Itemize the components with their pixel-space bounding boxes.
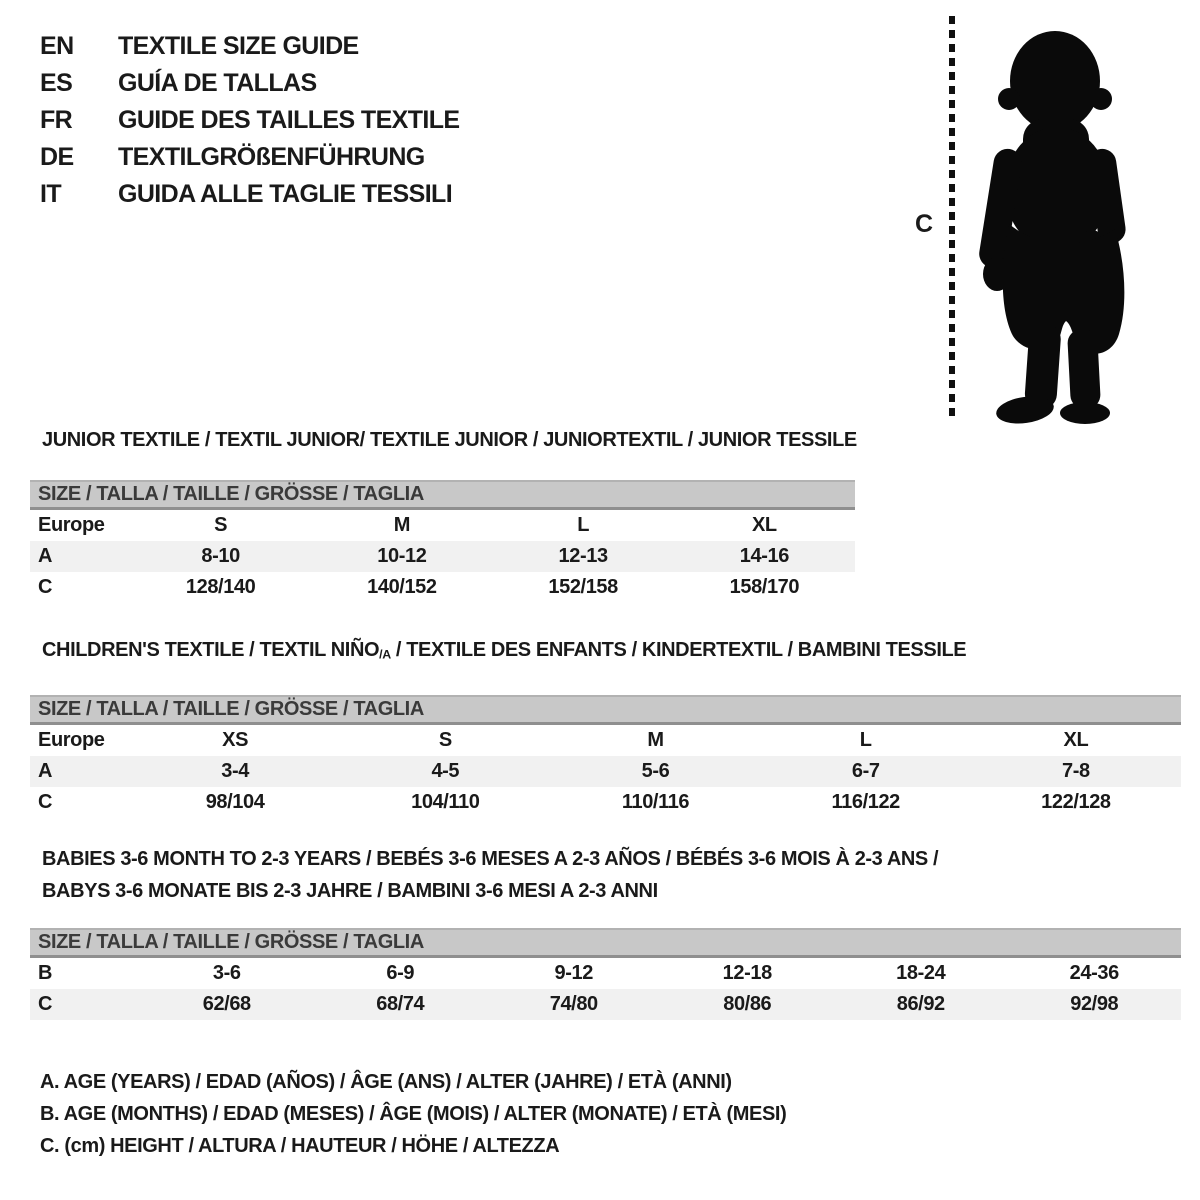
- table-cell: 116/122: [831, 790, 900, 813]
- table-cell: 140/152: [367, 576, 437, 598]
- table-cell: 104/110: [411, 790, 480, 813]
- table-cell: M: [647, 728, 664, 751]
- table-row: [30, 756, 1181, 787]
- table-cell: L: [859, 728, 872, 751]
- lang-code: FR: [40, 106, 73, 134]
- table-cell: 3-6: [212, 962, 241, 984]
- lang-row-de: [40, 139, 460, 176]
- row-label: C: [38, 576, 53, 598]
- lang-code: EN: [40, 32, 74, 60]
- lang-title: GUIDA ALLE TAGLIE TESSILI: [118, 180, 453, 208]
- lang-title: TEXTILE SIZE GUIDE: [118, 32, 359, 60]
- row-label: A: [38, 545, 53, 567]
- lang-row-fr: [40, 102, 460, 139]
- table-cell: 110/116: [621, 790, 690, 813]
- table-cell: 74/80: [549, 993, 598, 1015]
- table-row: [30, 510, 855, 541]
- measurement-figure: [905, 12, 1160, 427]
- row-label: Europe: [38, 728, 105, 751]
- lang-title: GUÍA DE TALLAS: [118, 69, 317, 97]
- table-cell: 122/128: [1041, 790, 1111, 813]
- lang-row-it: [40, 176, 460, 213]
- lang-code: ES: [40, 69, 73, 97]
- table-cell: S: [214, 514, 228, 536]
- legend-line-a: A. AGE (YEARS) / EDAD (AÑOS) / ÂGE (ANS) / ALTER (JAHRE) / ETÀ (ANNI): [40, 1071, 732, 1093]
- table-row: [30, 725, 1181, 756]
- title-text: / TEXTILE DES ENFANTS / KINDERTEXTIL / BAMBINI TESSILE: [390, 639, 967, 661]
- table-cell: 62/68: [202, 993, 251, 1015]
- row-label: B: [38, 962, 53, 984]
- table-cell: XL: [1063, 728, 1089, 751]
- title-text: CHILDREN'S TEXTILE / TEXTIL NIÑO: [42, 639, 380, 661]
- table-cell: M: [393, 514, 410, 536]
- table-cell: 5-6: [641, 759, 670, 782]
- table-cell: 9-12: [554, 962, 593, 984]
- children-textile-section: [30, 638, 1181, 818]
- lang-row-es: [40, 65, 460, 102]
- table-cell: 6-7: [851, 759, 880, 782]
- table-cell: 8-10: [201, 545, 240, 567]
- legend-line-c: C. (cm) HEIGHT / ALTURA / HAUTEUR / HÖHE / ALTEZZA: [40, 1135, 560, 1157]
- row-label: Europe: [38, 514, 105, 536]
- lang-code: DE: [40, 143, 74, 171]
- babies-textile-section: [30, 843, 1181, 1020]
- legend-line-b: B. AGE (MONTHS) / EDAD (MESES) / ÂGE (MOIS) / ALTER (MONATE) / ETÀ (MESI): [40, 1103, 787, 1125]
- table-row: [30, 787, 1181, 818]
- table-cell: 12-13: [558, 545, 608, 567]
- height-measure-label: C: [915, 210, 934, 238]
- section-title-line2: BABYS 3-6 MONATE BIS 2-3 JAHRE / BAMBINI 3-6 MESI A 2-3 ANNI: [42, 880, 658, 902]
- row-label: C: [38, 993, 53, 1015]
- table-cell: 4-5: [431, 759, 460, 782]
- table-cell: XS: [222, 728, 249, 751]
- table-row: [30, 958, 1181, 989]
- table-row: [30, 572, 855, 603]
- lang-title: TEXTILGRÖßENFÜHRUNG: [118, 143, 425, 171]
- table-cell: 3-4: [221, 759, 249, 782]
- size-header-bar: SIZE / TALLA / TAILLE / GRÖSSE / TAGLIA: [30, 695, 1181, 725]
- table-cell: 68/74: [376, 993, 425, 1015]
- title-subscript: /A: [379, 647, 391, 662]
- lang-code: IT: [40, 180, 62, 208]
- table-cell: XL: [751, 514, 777, 536]
- junior-textile-section: [30, 428, 855, 603]
- table-cell: 152/158: [548, 576, 618, 598]
- toddler-silhouette-icon: [965, 24, 1143, 424]
- table-cell: 18-24: [896, 962, 946, 984]
- row-label: C: [38, 790, 53, 813]
- size-header-bar: SIZE / TALLA / TAILLE / GRÖSSE / TAGLIA: [30, 928, 1181, 958]
- table-cell: 12-18: [722, 962, 772, 984]
- table-cell: 86/92: [896, 993, 945, 1015]
- section-title-line1: BABIES 3-6 MONTH TO 2-3 YEARS / BEBÉS 3-6 MESES A 2-3 AÑOS / BÉBÉS 3-6 MOIS À 2-3 ANS /: [42, 848, 939, 870]
- section-title: [42, 638, 1181, 667]
- size-header-bar: SIZE / TALLA / TAILLE / GRÖSSE / TAGLIA: [30, 480, 855, 510]
- table-cell: 7-8: [1062, 759, 1090, 782]
- language-title-block: [40, 28, 460, 213]
- height-measure-line: [949, 16, 955, 418]
- table-cell: 80/86: [723, 993, 772, 1015]
- table-row: [30, 541, 855, 572]
- table-cell: 128/140: [185, 576, 256, 598]
- table-cell: 24-36: [1069, 962, 1119, 984]
- table-cell: S: [438, 728, 452, 751]
- section-title: JUNIOR TEXTILE / TEXTIL JUNIOR/ TEXTILE JUNIOR / JUNIORTEXTIL / JUNIOR TESSILE: [42, 429, 857, 451]
- table-cell: 10-12: [377, 545, 427, 567]
- table-cell: 92/98: [1070, 993, 1119, 1015]
- table-cell: 14-16: [739, 545, 789, 567]
- lang-title: GUIDE DES TAILLES TEXTILE: [118, 106, 460, 134]
- lang-row-en: [40, 28, 460, 65]
- table-cell: 98/104: [205, 790, 265, 813]
- table-cell: 6-9: [386, 962, 415, 984]
- table-cell: L: [577, 514, 590, 536]
- table-row: [30, 989, 1181, 1020]
- measurement-legend: [40, 1066, 786, 1162]
- row-label: A: [38, 759, 53, 782]
- table-cell: 158/170: [729, 576, 800, 598]
